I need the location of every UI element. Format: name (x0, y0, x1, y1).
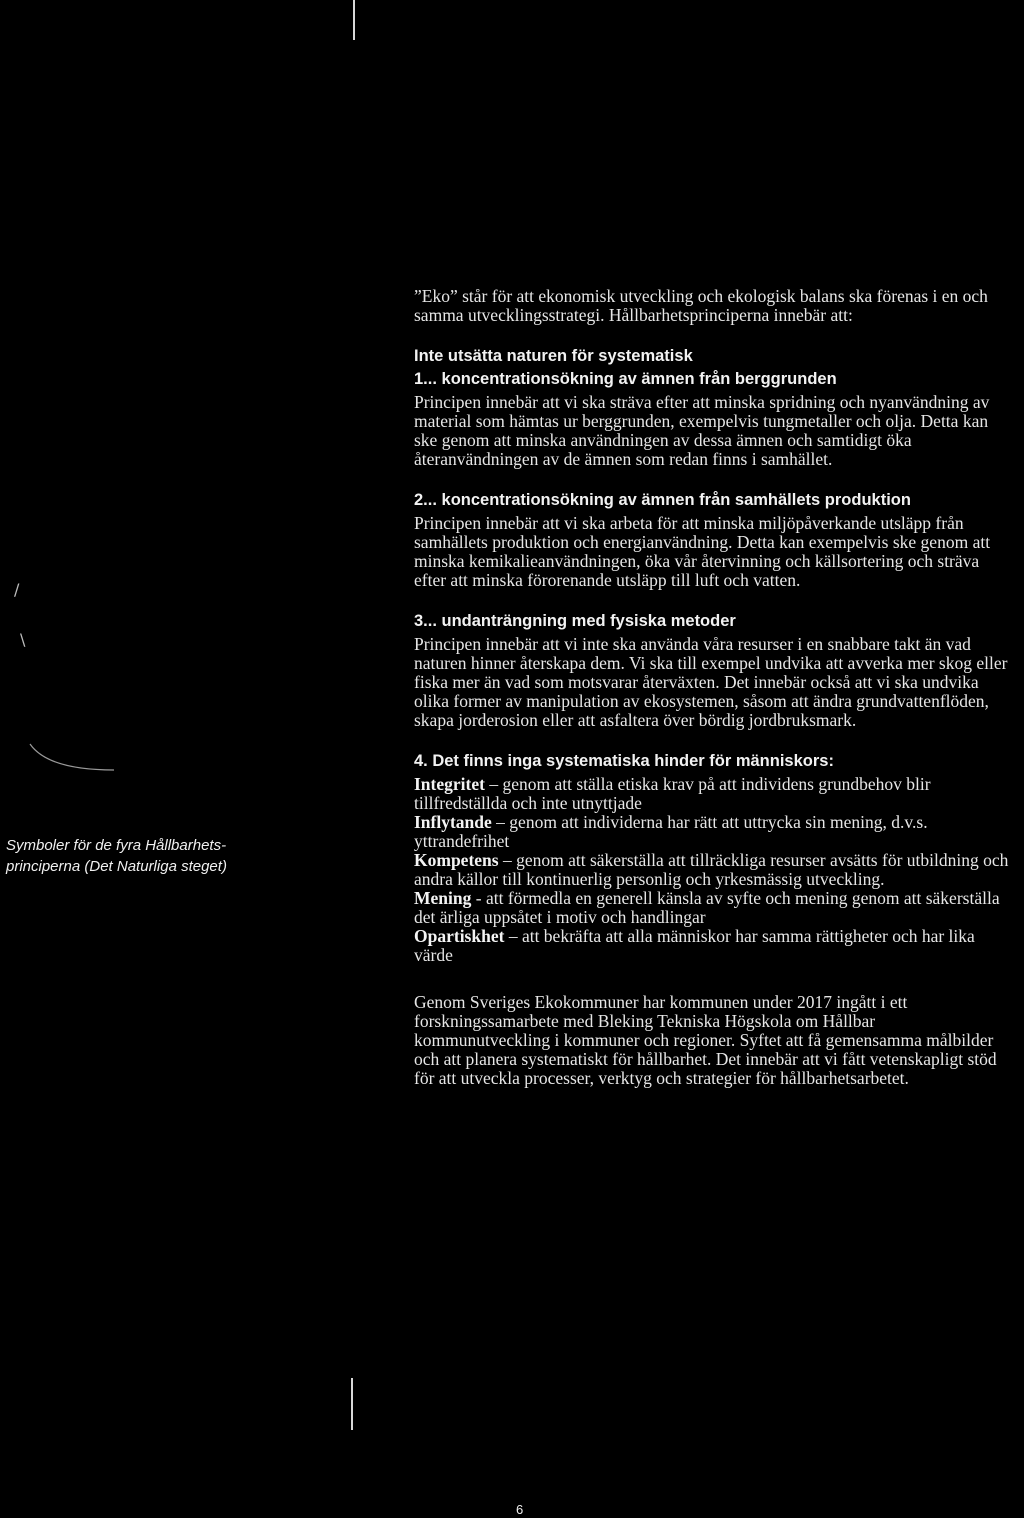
crop-mark-top (353, 0, 355, 40)
principle-section (414, 610, 1014, 730)
intro-paragraph: ”Eko” står för att ekonomisk utveckling och ekologisk balans ska förenas i en och samma utvecklingsstrategi. Hållbarhetsprinciperna innebär att: (414, 286, 988, 325)
principle-heading: 3... undanträngning med fysiska metoder (414, 612, 736, 630)
definition-text: genom att ställa etiska krav på att individens grundbehov blir tillfredställda och inte utnyttjade (414, 774, 931, 813)
definition-text: att bekräfta att alla människor har samma rättigheter och har lika värde (414, 926, 975, 965)
principle-heading: 2... koncentrationsökning av ämnen från samhällets produktion (414, 491, 911, 509)
stray-mark: \ (20, 630, 26, 649)
definition-separator: – (491, 812, 510, 832)
group-heading: Inte utsätta naturen för systematisk (414, 347, 693, 365)
definition-text: genom att individerna har rätt att uttrycka sin mening, d.v.s. yttrandefrihet (414, 812, 928, 851)
definition-item (414, 889, 1014, 927)
principle-section (414, 368, 1014, 469)
definition-text: att förmedla en generell känsla av syfte och mening genom att säkerställa det ärliga uppsåtet i motiv och handlingar (414, 888, 1000, 927)
principle-text: Principen innebär att vi inte ska använda våra resurser i en snabbare takt än vad naturen hinner återskapa dem. Vi ska till exempel undvika att avverka mer skog eller fiska mer än vad som motsvarar återväxten. Det innebär också att vi ska undvika olika former av manipulation av ekosystemen, såsom att ändra grundvattenflöden, skapa jorderosion eller att asfaltera över bördig jordbruksmark. (414, 634, 1008, 730)
definition-item (414, 813, 1014, 851)
principle-section (414, 489, 1014, 590)
definition-item (414, 851, 1014, 889)
closing-paragraph: Genom Sveriges Ekokommuner har kommunen under 2017 ingått i ett forskningssamarbete med Bleking Tekniska Högskola om Hållbar kommunutveckling i kommuner och regioner. Syftet att få gemensamma målbilder och att planera systematiskt för hållbarhet. Det innebär att vi fått vetenskapligt stöd för att utveckla processer, verktyg och strategier för hållbarhetsarbetet. (414, 992, 997, 1088)
definition-text: genom att säkerställa att tillräckliga resurser avsätts för utbildning och andra källor till kontinuerlig personlig och yrkesmässig utveckling. (414, 850, 1009, 889)
definition-separator: – (498, 850, 517, 870)
definition-separator: – (484, 774, 503, 794)
faint-symbol-arc (28, 742, 116, 772)
principle-text: Principen innebär att vi ska sträva efter att minska spridning och nyanvändning av material som hämtas ur berggrunden, exempelvis tungmetaller och olja. Detta kan ske genom att minska användningen av dessa ämnen och samtidigt öka återanvändningen av de ämnen som redan finns i samhället. (414, 392, 990, 469)
human-needs-section (414, 750, 1014, 965)
sidebar-caption: Symboler för de fyra Hållbarhets-principerna (Det Naturliga steget) (6, 837, 227, 875)
human-needs-heading: 4. Det finns inga systematiska hinder för människors: (414, 752, 834, 770)
principle-text: Principen innebär att vi ska arbeta för att minska miljöpåverkande utsläpp från samhällets produktion och energianvändning. Detta kan exempelvis ske genom att minska kemikalieanvändningen, öka vår återvinning och källsortering och sträva efter att minska förorenande utsläpp till luft och vatten. (414, 513, 991, 590)
definition-item (414, 927, 1014, 965)
definition-term: Kompetens (414, 850, 499, 870)
definition-term: Opartiskhet (414, 926, 505, 946)
stray-mark: / (14, 580, 20, 599)
definition-item (414, 775, 1014, 813)
definition-separator: - (471, 888, 486, 908)
definition-term: Inflytande (414, 812, 492, 832)
main-text-column (414, 287, 1014, 1088)
definition-term: Mening (414, 888, 472, 908)
principle-heading: 1... koncentrationsökning av ämnen från berggrunden (414, 370, 837, 388)
definition-separator: – (504, 926, 522, 946)
page-number: 6 (516, 1502, 524, 1517)
crop-mark-bottom (351, 1378, 353, 1430)
definition-term: Integritet (414, 774, 485, 794)
